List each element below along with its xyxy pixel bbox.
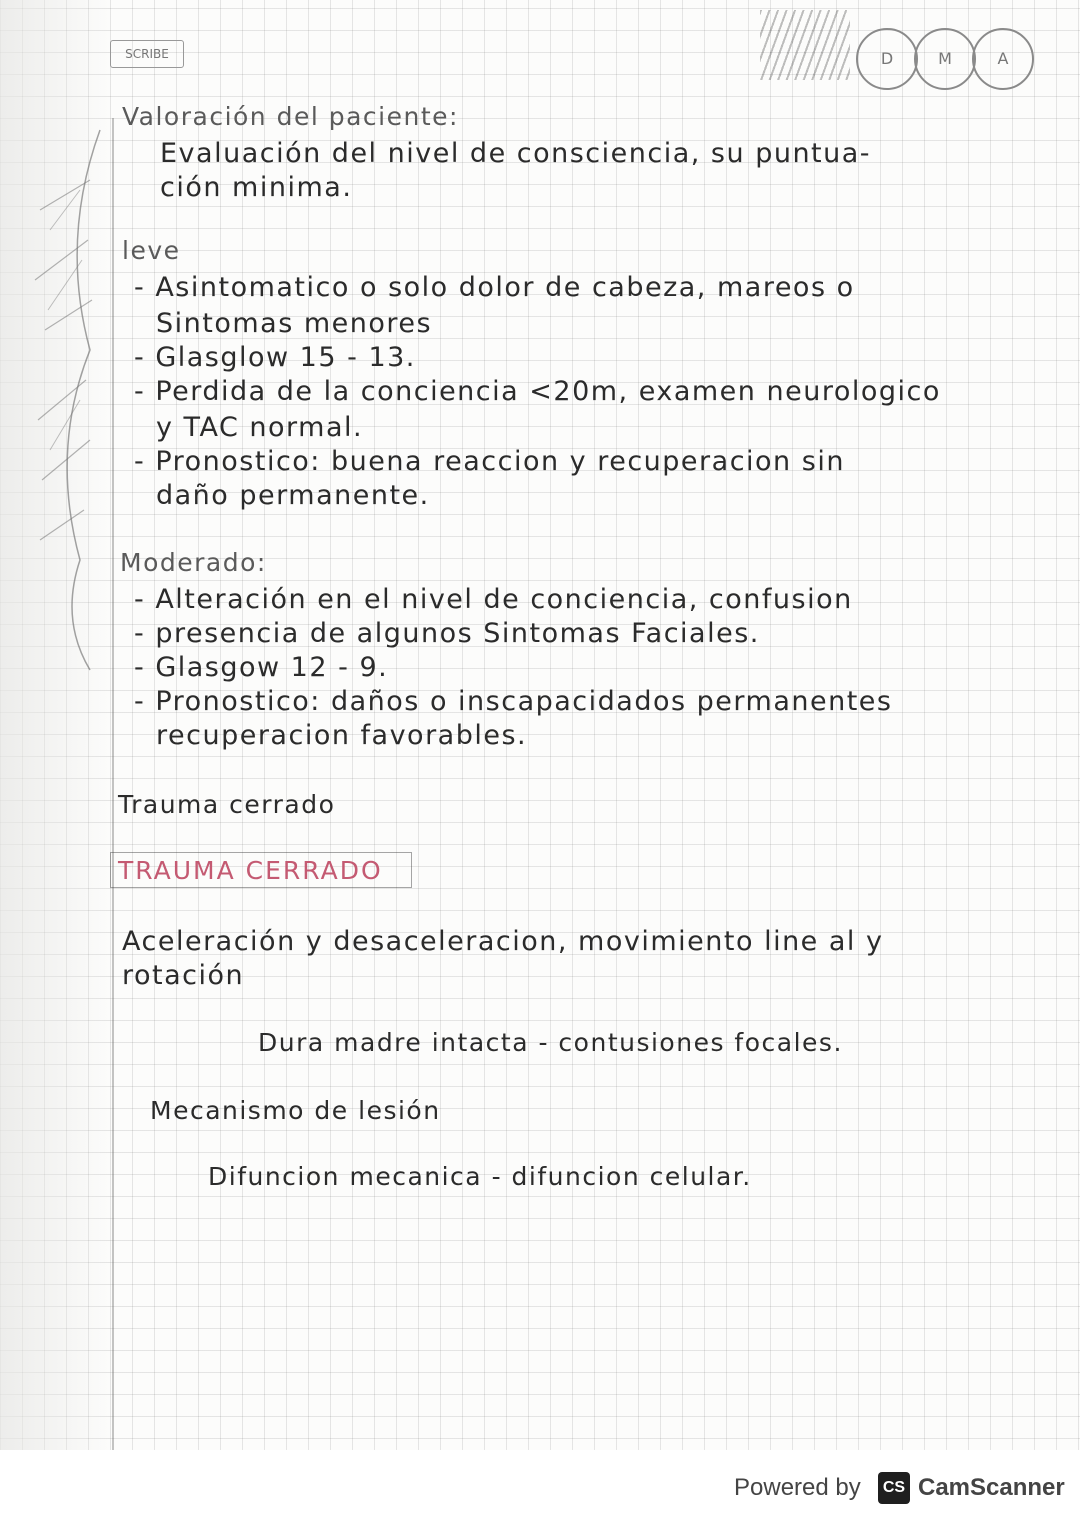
trauma-line-1: Aceleración y desaceleracion, movimiento line al y — [122, 926, 884, 957]
day-circle: D — [856, 28, 918, 90]
leve-line-1: - Asintomatico o solo dolor de cabeza, mareos o — [134, 272, 855, 303]
year-circle: A — [972, 28, 1034, 90]
leve-line-4: - Perdida de la conciencia <20m, examen neurologico — [134, 376, 941, 407]
hatch-doodle — [760, 10, 850, 80]
trauma-small-label: Trauma cerrado — [118, 790, 336, 819]
trauma-heading: TRAUMA CERRADO — [118, 856, 383, 885]
leve-line-2: Sintomas menores — [156, 308, 433, 339]
moderado-line-1: - Alteración en el nivel de conciencia, confusion — [134, 584, 853, 615]
powered-by-text: Powered by — [734, 1474, 861, 1501]
moderado-line-4: - Pronostico: daños o inscapacidados permanentes — [134, 686, 893, 717]
trauma-heading-box — [110, 852, 412, 888]
leve-line-5: y TAC normal. — [156, 412, 364, 443]
difuncion-line: Difuncion mecanica - difuncion celular. — [208, 1162, 752, 1191]
month-circle: M — [914, 28, 976, 90]
dura-madre-line: Dura madre intacta - contusiones focales. — [258, 1028, 843, 1057]
leve-line-3: - Glasglow 15 - 13. — [134, 342, 416, 373]
valoracion-heading: Valoración del paciente: — [122, 102, 459, 131]
mecanismo-line: Mecanismo de lesión — [150, 1096, 441, 1125]
date-label: SCRIBE — [110, 40, 184, 68]
moderado-heading: Moderado: — [120, 548, 267, 577]
leve-line-7: daño permanente. — [156, 480, 430, 511]
valoracion-line-2: ción minima. — [160, 172, 353, 203]
leve-heading: leve — [122, 236, 181, 265]
moderado-line-3: - Glasgow 12 - 9. — [134, 652, 389, 683]
margin-line — [112, 118, 114, 1488]
leve-line-6: - Pronostico: buena reaccion y recuperacion sin — [134, 446, 845, 477]
trauma-line-2: rotación — [122, 960, 245, 991]
camscanner-brand: CamScanner — [918, 1474, 1065, 1501]
camscanner-icon: CS — [878, 1472, 910, 1504]
moderado-line-2: - presencia de algunos Sintomas Faciales. — [134, 618, 760, 649]
leaf-doodle-icon — [20, 120, 110, 680]
moderado-line-5: recuperacion favorables. — [156, 720, 528, 751]
valoracion-line-1: Evaluación del nivel de consciencia, su puntua- — [160, 138, 872, 169]
